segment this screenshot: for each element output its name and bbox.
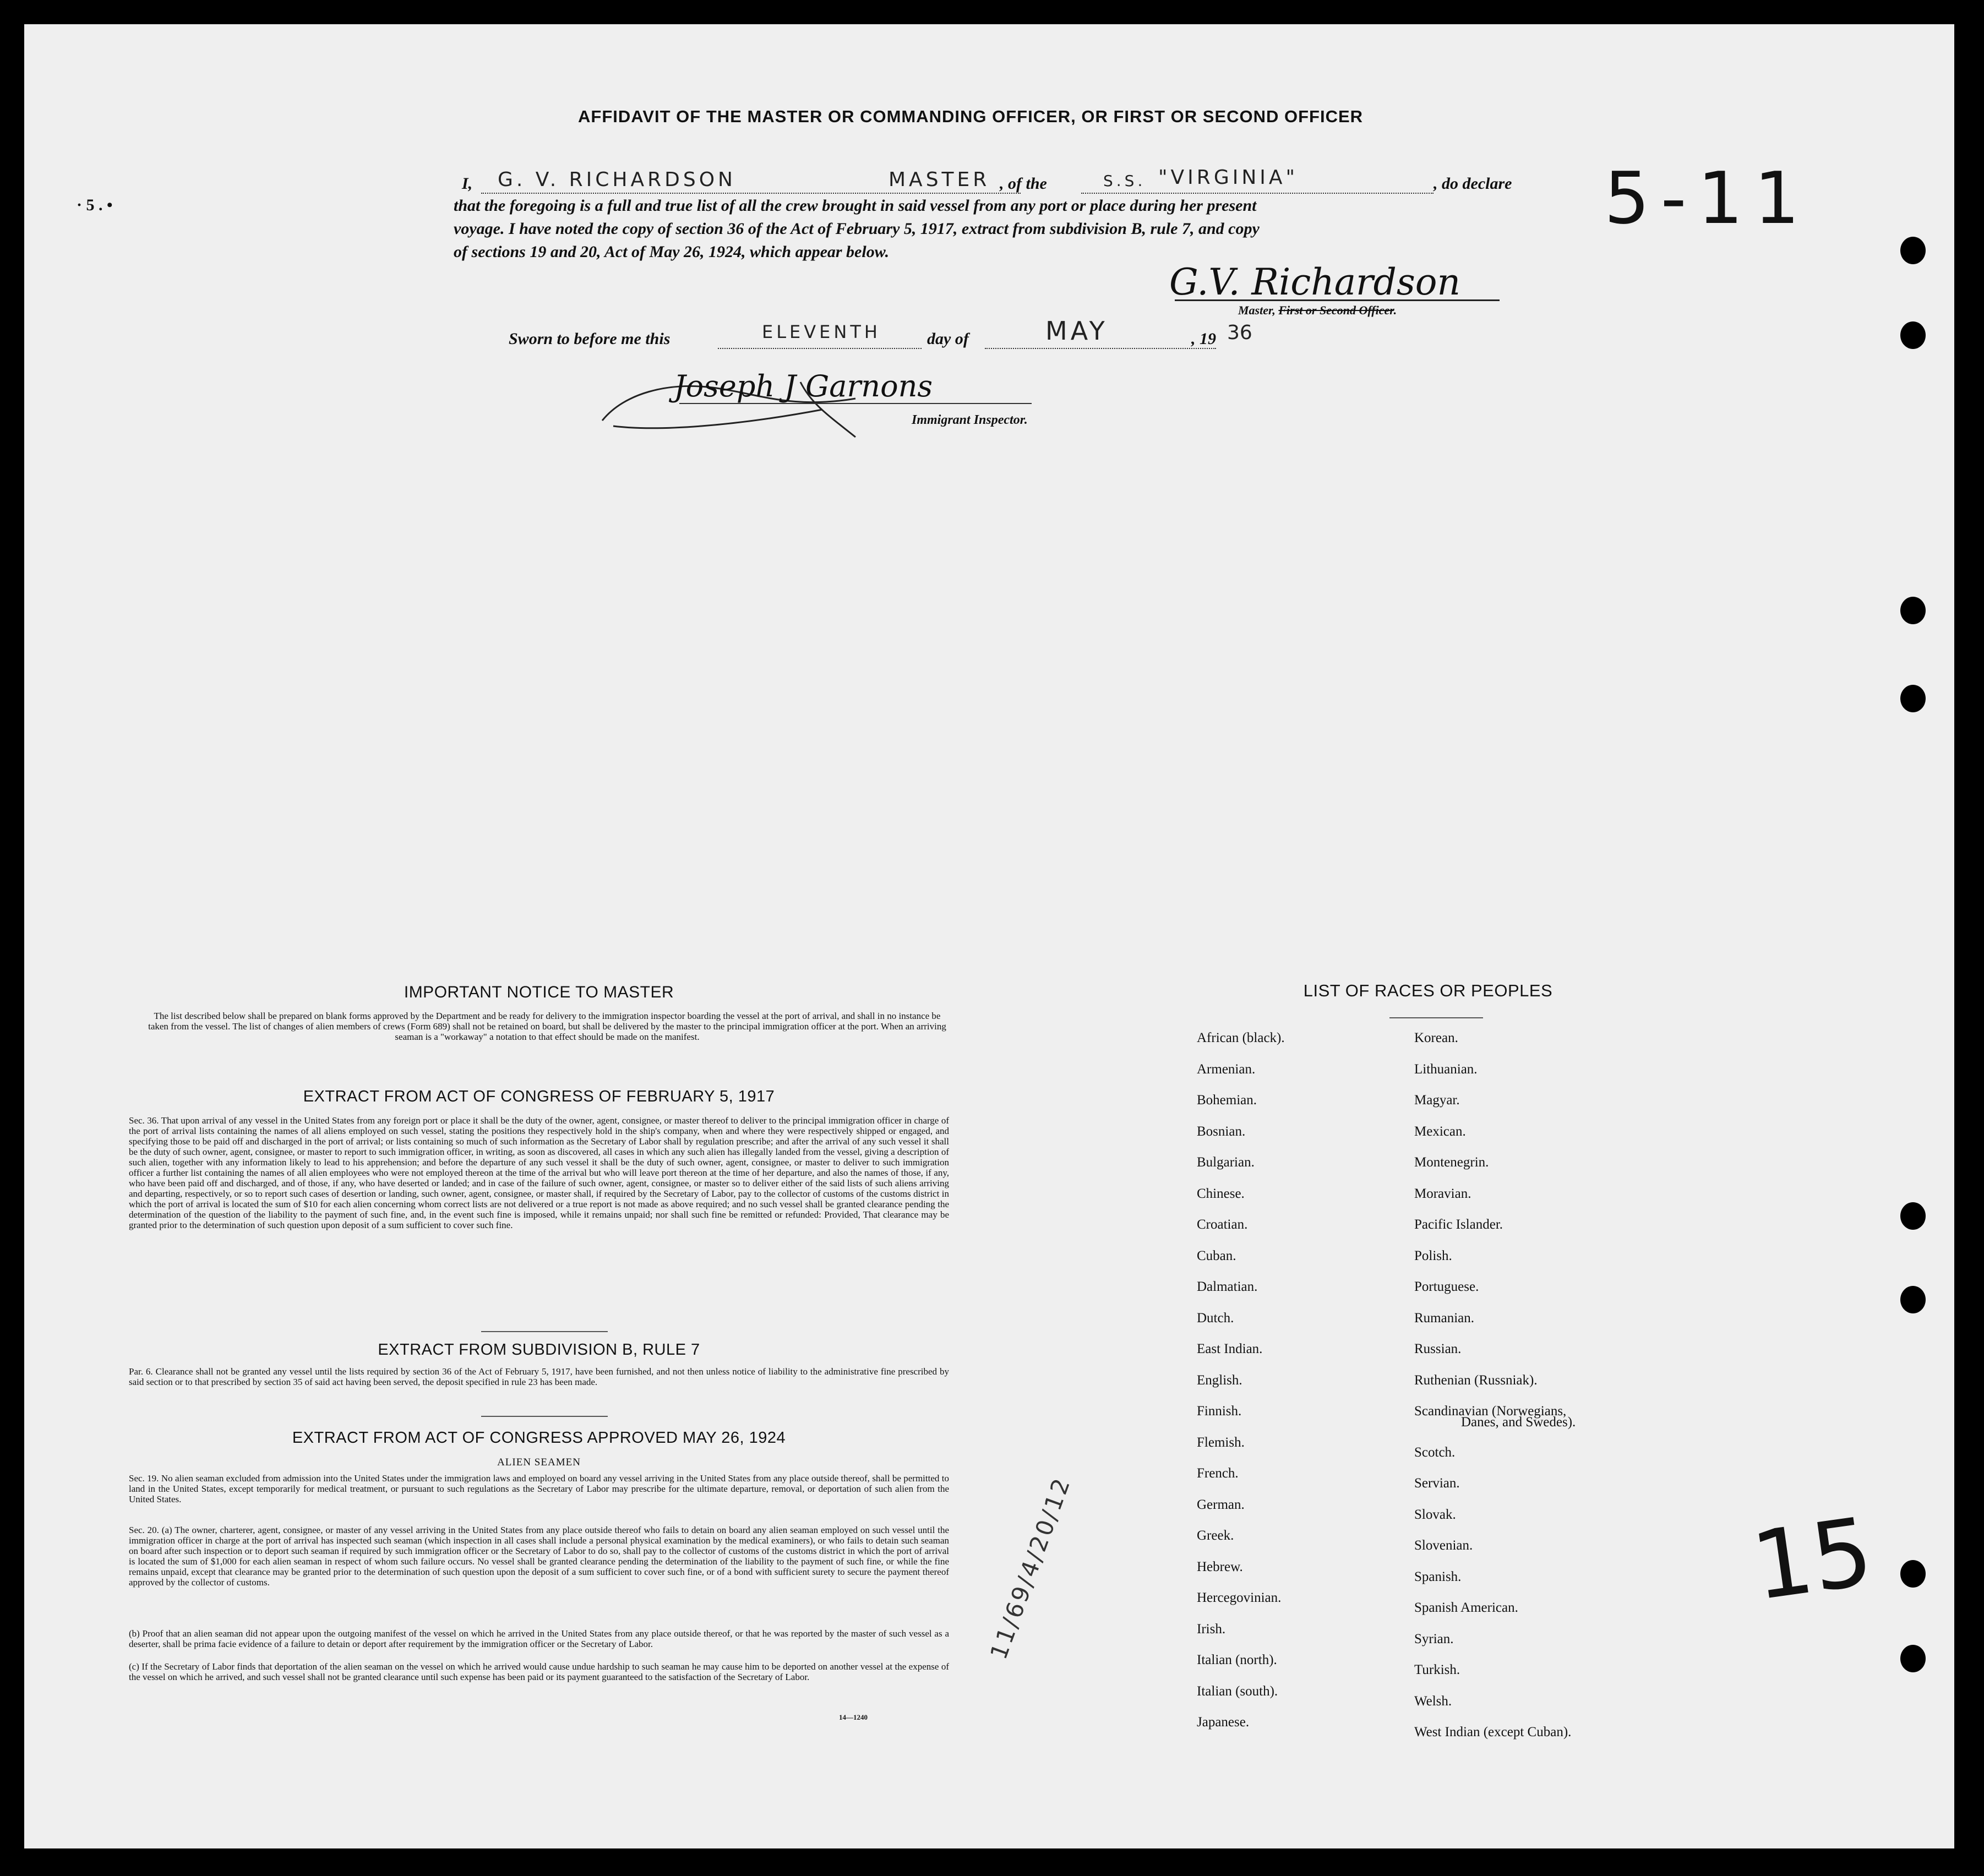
document-page	[24, 24, 1954, 1848]
race-item: Croatian.	[1197, 1217, 1248, 1232]
name-fill-line	[481, 193, 1021, 194]
race-item: Mexican.	[1414, 1124, 1466, 1139]
do-declare-label: , do declare	[1434, 174, 1512, 193]
top-right-note: 5-11	[1604, 156, 1811, 240]
race-item: Cuban.	[1197, 1248, 1236, 1263]
month-fill-line	[985, 348, 1216, 349]
inspector-caption: Immigrant Inspector.	[912, 413, 1028, 427]
race-item: Bosnian.	[1197, 1124, 1246, 1139]
notice-title: IMPORTANT NOTICE TO MASTER	[404, 983, 674, 1001]
binder-hole	[1900, 1645, 1926, 1672]
race-item: Spanish.	[1414, 1569, 1462, 1584]
rank: MASTER	[889, 168, 990, 191]
race-item: Polish.	[1414, 1248, 1452, 1263]
race-item: Syrian.	[1414, 1631, 1454, 1646]
vessel-fill-line	[1081, 193, 1434, 194]
binder-hole	[1900, 1286, 1926, 1313]
lower-right-note: 15	[1746, 1497, 1879, 1622]
race-item: Irish.	[1197, 1621, 1226, 1637]
bottom-center-note: 11/69/4/20/12	[985, 1473, 1076, 1663]
race-item: Bulgarian.	[1197, 1155, 1255, 1170]
race-scandinavian-continued: Danes, and Swedes).	[1461, 1415, 1576, 1430]
i-label: I,	[462, 174, 473, 193]
race-item: Russian.	[1414, 1341, 1462, 1356]
race-item: Italian (north).	[1197, 1653, 1277, 1667]
day-of-label: day of	[927, 330, 969, 348]
race-item: Hebrew.	[1197, 1559, 1243, 1574]
extract-rule7-title: EXTRACT FROM SUBDIVISION B, RULE 7	[378, 1341, 700, 1359]
race-item: Dalmatian.	[1197, 1279, 1258, 1294]
race-item: Portuguese.	[1414, 1279, 1479, 1294]
vessel-name: "VIRGINIA"	[1158, 166, 1299, 189]
year-prefix: , 19	[1191, 330, 1216, 348]
sec-20c: (c) If the Secretary of Labor finds that deportation of the alien seaman on the vessel on which he arrived would cause undue hardship to such seaman he may cause him to be deported on another vessel at the expense of the vessel on which he arrived, and such vessel shall not be granted clearance until such expense has been paid or its payment guaranteed to the satisfaction of the Secretary of Labor.	[129, 1661, 949, 1682]
extract-1924-title: EXTRACT FROM ACT OF CONGRESS APPROVED MAY 26, 1924	[292, 1429, 786, 1447]
extract-1924-subtitle: ALIEN SEAMEN	[497, 1457, 581, 1468]
declaration-line-3: voyage. I have noted the copy of section 36 of the Act of February 5, 1917, extract from subdivision B, rule 7, and copy	[454, 220, 1260, 238]
binder-hole	[1900, 685, 1926, 712]
inspector-line	[679, 403, 1032, 404]
notice-body: The list described below shall be prepared on blank forms approved by the Department and be ready for delivery to the immigration inspector boarding the vessel at the port of arrival, and shall in no instance be taken from the vessel. The list of changes of alien members of crews (Form 689) shall not be retained on board, but shall be delivered by the master to the principal immigration officer at the port. When an arriving seaman is a "workaway" a notation to that effect should be made on the manifest.	[148, 1011, 946, 1042]
race-item: Korean.	[1414, 1030, 1458, 1045]
sec-20a: Sec. 20. (a) The owner, charterer, agent, consignee, or master of any vessel arriving in the United States from any place outside thereof who fails to detain on board any alien seaman employed on such vessel until the immigration officer in charge at the port of arrival has inspected such seaman (which inspection in all cases shall include a personal physical examination by the medical examiners), or who fails to detain such seaman on board after such inspection or to deport such seaman if required by such immigration officer or the Secretary of Labor to do so, shall pay to the collector of customs of the customs district in which the port of arrival is located the sum of $1,000 for each alien seaman in respect of whom such failure occurs. No vessel shall be granted clearance pending the determination of the liability to the payment of such fine, or while the fine remains unpaid, except that clearance may be granted prior to the determination of such question upon the deposit of a sum sufficient to cover such fine, or of a bond with sufficient surety to secure the payment thereof approved by the collector of customs.	[129, 1525, 949, 1588]
races-divider	[1389, 1017, 1483, 1018]
master-signature: G.V. Richardson	[1169, 261, 1460, 303]
race-item: Slovenian.	[1414, 1538, 1473, 1553]
declaration-line-4: of sections 19 and 20, Act of May 26, 1924, which appear below.	[454, 243, 890, 261]
left-margin-mark: · 5 . •	[77, 196, 113, 214]
caption-master: Master,	[1238, 303, 1276, 317]
vessel-prefix: S.S.	[1103, 172, 1146, 190]
sworn-label: Sworn to before me this	[509, 330, 671, 348]
divider-1	[481, 1331, 608, 1332]
caption-end: .	[1393, 303, 1397, 317]
race-item: Rumanian.	[1414, 1310, 1475, 1326]
day-fill-line	[718, 348, 922, 349]
caption-struck-officer: First or Second Officer	[1278, 303, 1394, 317]
sworn-day: ELEVENTH	[762, 321, 881, 342]
races-title: LIST OF RACES OR PEOPLES	[1303, 981, 1553, 1000]
race-item: Ruthenian (Russniak).	[1414, 1372, 1538, 1388]
binder-hole	[1900, 1202, 1926, 1230]
form-number: 14—1240	[839, 1713, 868, 1721]
year-suffix: 36	[1227, 321, 1252, 344]
race-item: Pacific Islander.	[1414, 1217, 1503, 1232]
binder-hole	[1900, 597, 1926, 624]
race-item: Servian.	[1414, 1476, 1460, 1491]
race-item: Lithuanian.	[1414, 1061, 1478, 1077]
race-item: English.	[1197, 1372, 1242, 1388]
binder-hole	[1900, 321, 1926, 349]
race-item: Japanese.	[1197, 1715, 1250, 1730]
race-item: African (black).	[1197, 1030, 1285, 1045]
race-item: Slovak.	[1414, 1507, 1456, 1522]
race-item: Chinese.	[1197, 1186, 1245, 1201]
race-item: Greek.	[1197, 1528, 1234, 1543]
extract-rule7-body: Par. 6. Clearance shall not be granted any vessel until the lists required by section 36 of the Act of February 5, 1917, have been furnished, and not then unless notice of liability to the administrative fine prescribed by said section or to that prescribed by section 35 of said act having been served, the deposit specified in rule 23 has been made.	[129, 1366, 949, 1387]
sec-20b: (b) Proof that an alien seaman did not appear upon the outgoing manifest of the vessel on which he arrived in the United States from any place outside thereof, or that he was reported by the master of such vessel as a deserter, shall be prima facie evidence of a failure to detain or deport after requirement by the immigration officer or the Secretary of Labor.	[129, 1628, 949, 1649]
sec-19: Sec. 19. No alien seaman excluded from admission into the United States under the immigration laws and employed on board any vessel arriving in the United States from any place outside thereof, shall be permitted to land in the United States, except temporarily for medical treatment, or pursuant to such regulations as the Secretary of Labor may prescribe for the ultimate departure, removal, or deportation of such alien from the United States.	[129, 1473, 949, 1504]
race-item: Montenegrin.	[1414, 1155, 1489, 1170]
master-name: G. V. RICHARDSON	[498, 168, 736, 191]
extract-1917-title: EXTRACT FROM ACT OF CONGRESS OF FEBRUARY 5, 1917	[303, 1088, 775, 1105]
race-item: Turkish.	[1414, 1662, 1460, 1677]
race-item: Flemish.	[1197, 1435, 1245, 1450]
race-item: Spanish American.	[1414, 1600, 1518, 1615]
sworn-month: MAY	[1045, 316, 1108, 346]
affidavit-title: AFFIDAVIT OF THE MASTER OR COMMANDING OFFICER, OR FIRST OR SECOND OFFICER	[578, 107, 1364, 126]
race-item: Hercegovinian.	[1197, 1590, 1282, 1605]
race-item: Moravian.	[1414, 1186, 1471, 1201]
binder-hole	[1900, 237, 1926, 264]
race-item: Scotch.	[1414, 1444, 1456, 1460]
signature-caption	[1238, 303, 1397, 318]
race-item: Welsh.	[1414, 1693, 1452, 1709]
inspector-signature: Joseph J Garnons	[674, 369, 933, 403]
race-item: German.	[1197, 1497, 1245, 1512]
race-item: Magyar.	[1414, 1093, 1460, 1108]
declaration-line-2: that the foregoing is a full and true list of all the crew brought in said vessel from any port or place during her present	[454, 197, 1257, 215]
divider-2	[481, 1416, 608, 1417]
extract-1917-body: Sec. 36. That upon arrival of any vessel in the United States from any foreign port or place it shall be the duty of the owner, agent, consignee, or master thereof to deliver to the principal immigration officer in charge of the port of arrival lists containing the names of all aliens employed on such vessel, stating the positions they respectively hold in the ship's company, when and where they were respectively shipped or engaged, and specifying those to be paid off and discharged in the port of arrival; or lists containing so much of such information as the Secretary of Labor shall by regulation prescribe; and after the arrival of any such vessel it shall be the duty of such owner, agent, consignee, or master to report to such immigration officer, in writing, as soon as discovered, all cases in which any such alien has illegally landed from the vessel, giving a description of such alien, together with any information likely to lead to his apprehension; and before the departure of any such vessel it shall be the duty of such owner, agent, consignee, or master to deliver to such immigration officer a further list containing the names of all alien employees who were not employed thereon at the time of the arrival but who will leave port thereon at the time of her departure, and also the names of those, if any, who have been paid off and discharged, and of those, if any, who have deserted or landed; and in case of the failure of such owner, agent, consignee, or master so to deliver either of the said lists of such aliens arriving and departing, respectively, or so to report such cases of desertion or landing, such owner, agent, consignee, or master shall, if required by the Secretary of Labor, pay to the collector of customs of the customs district in which the port of arrival is located the sum of $10 for each alien concerning whom correct lists are not delivered or a true report is not made as above required; and no such vessel shall be granted clearance pending the determination of the question of the liability to the payment of such fine, and, in the event such fine is imposed, while it remains unpaid; nor shall such fine be remitted or refunded: Provided, That clearance may be granted prior to the determination of such question upon deposit of a sum sufficient to cover such fine.	[129, 1115, 949, 1230]
race-item: West Indian (except Cuban).	[1414, 1725, 1572, 1739]
race-item: Dutch.	[1197, 1310, 1234, 1326]
race-item: Finnish.	[1197, 1404, 1242, 1419]
race-item: Italian (south).	[1197, 1683, 1278, 1699]
of-the-label: , of the	[1000, 174, 1047, 193]
race-item: Armenian.	[1197, 1061, 1256, 1077]
race-item: East Indian.	[1197, 1341, 1263, 1356]
binder-hole	[1900, 1560, 1926, 1588]
signature-line	[1175, 299, 1500, 301]
race-item: French.	[1197, 1466, 1239, 1481]
race-item: Bohemian.	[1197, 1093, 1257, 1108]
race-item: Scandinavian (Norwegians,	[1414, 1404, 1567, 1419]
